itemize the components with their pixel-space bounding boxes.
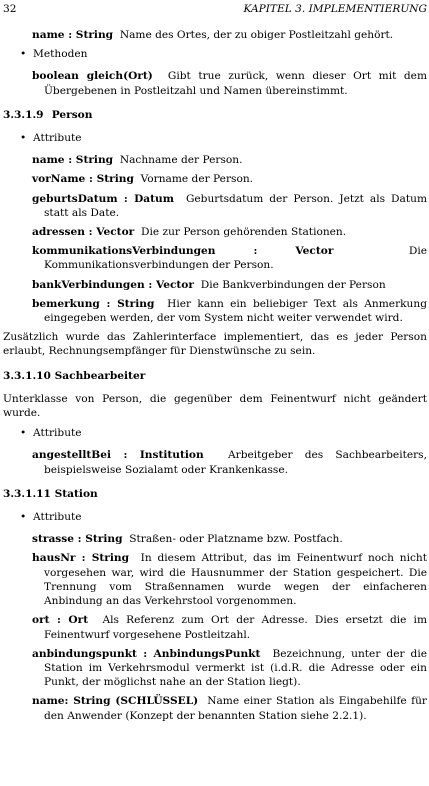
sachbearbeiter-intro: Unterklasse von Person, die gegenüber dem Feinentwurf nicht geändert wurde. [3,392,427,420]
attributes-bullet [20,510,427,524]
entry-text: Name des Ortes, der zu obiger Postleitzahl gehört. [119,29,394,41]
attribute-entry [32,172,427,186]
station-attribute-list [3,532,427,722]
entry-term: kommunikationsVerbindungen : Vector [32,245,334,258]
attributes-bullet [20,131,427,145]
entry-text: Die Bankverbindungen der Person [200,278,386,291]
attribute-entry [32,532,427,546]
attribute-entry [32,448,427,476]
section-number: 3.3.1.10 [3,369,51,382]
attribute-entry [32,297,427,325]
entry-term: name: String (SCHLÜSSEL) [32,695,199,708]
entry-text: Hier kann ein beliebiger Text als Anmerkung eingegeben werden, der vom System nicht weiter verwendet wird. [44,297,427,325]
attribute-entry [32,153,427,167]
bullet-dot: • [20,511,27,524]
entry-text: Vorname der Person. [140,173,254,186]
attribute-entry [32,278,427,292]
entry-term: name : String [32,154,114,167]
entry-term: name : String [32,29,114,41]
entry-term: anbindungspunkt : AnbindungsPunkt [32,647,261,660]
entry-text: Gibt true zurück, wenn dieser Ort mit dem Übergebenen in Postleitzahl und Namen übereinstimmt. [44,70,427,97]
person-attribute-list [3,153,427,325]
bullet-dot: • [20,427,27,440]
section-title: Station [54,487,98,500]
ort-name-entry [32,28,427,42]
entry-term: hausNr : String [32,552,129,565]
method-entry [32,69,427,97]
attributes-label: Attribute [33,511,82,524]
entry-text: In diesem Attribut, das im Feinentwurf noch nicht vorgesehen war, wird die Hausnummer der Station gespeichert. Die Trennung vom Straßennamen wurde wegen der einfacheren Anbindung an das Verkehrstool vorgenommen. [44,552,427,608]
entry-text: Bezeichnung, unter der die Station im Verkehrsmodul vermerkt ist (i.d.R. die Adresse oder ein Punkt, der möglichst nahe an der Station liegt). [44,647,427,689]
attributes-bullet [20,426,427,440]
entry-text: Straßen- oder Platzname bzw. Postfach. [129,533,343,546]
section-number: 3.3.1.11 [3,487,51,500]
attribute-entry [32,647,427,690]
page-header [3,2,427,28]
section-heading-person [3,108,427,122]
attribute-entry [32,244,427,272]
entry-term: bankVerbindungen : Vector [32,278,194,291]
entry-text: Die Kommunikationsverbindungen der Person. [44,245,427,272]
entry-term: strasse : String [32,533,123,546]
sachbearbeiter-attribute-list [3,448,427,476]
attribute-entry [32,225,427,239]
entry-text: Nachname der Person. [119,154,243,167]
entry-text: Geburtsdatum der Person. Jetzt als Datum statt als Date. [44,192,427,219]
person-closing-paragraph: Zusätzlich wurde das Zahlerinterface implementiert, das es jeder Person erlaubt, Rechnungsempfänger für Dienstwünsche zu sein. [3,331,427,358]
bullet-dot: • [20,132,27,145]
attribute-entry [32,551,427,608]
methods-bullet [20,47,427,61]
entry-text: Name einer Station als Eingabehilfe für den Anwender (Konzept der benannten Station siehe 2.2.1). [44,695,427,722]
section-number: 3.3.1.9 [3,108,44,121]
bullet-dot: • [20,48,27,61]
attribute-entry [32,613,427,641]
entry-text: Arbeitgeber des Sachbearbeiters, beispielsweise Sozialamt oder Krankenkasse. [44,449,427,476]
attributes-label: Attribute [33,132,82,145]
entry-term: angestelltBei : Institution [32,449,204,462]
section-heading-station [3,487,427,501]
attribute-entry [32,694,427,722]
page-number: 32 [3,3,17,15]
methods-label: Methoden [33,48,88,61]
entry-text: Die zur Person gehörenden Stationen. [140,226,347,239]
entry-term: ort : Ort [32,614,89,627]
entry-term: adressen : Vector [32,226,135,239]
entry-term: geburtsDatum : Datum [32,192,174,205]
entry-text: Als Referenz zum Ort der Adresse. Dies ersetzt die im Feinentwurf vorgesehene Postleitzahl. [44,614,427,641]
entry-term: bemerkung : String [32,297,155,310]
attribute-entry [32,192,427,220]
entry-term: vorName : String [32,173,134,186]
section-title: Sachbearbeiter [54,369,146,382]
section-title: Person [51,108,93,121]
chapter-title: KAPITEL 3. IMPLEMENTIERUNG [243,3,427,15]
entry-term: boolean gleich(Ort) [32,70,153,83]
attributes-label: Attribute [33,427,82,440]
section-heading-sachbearbeiter [3,369,427,383]
